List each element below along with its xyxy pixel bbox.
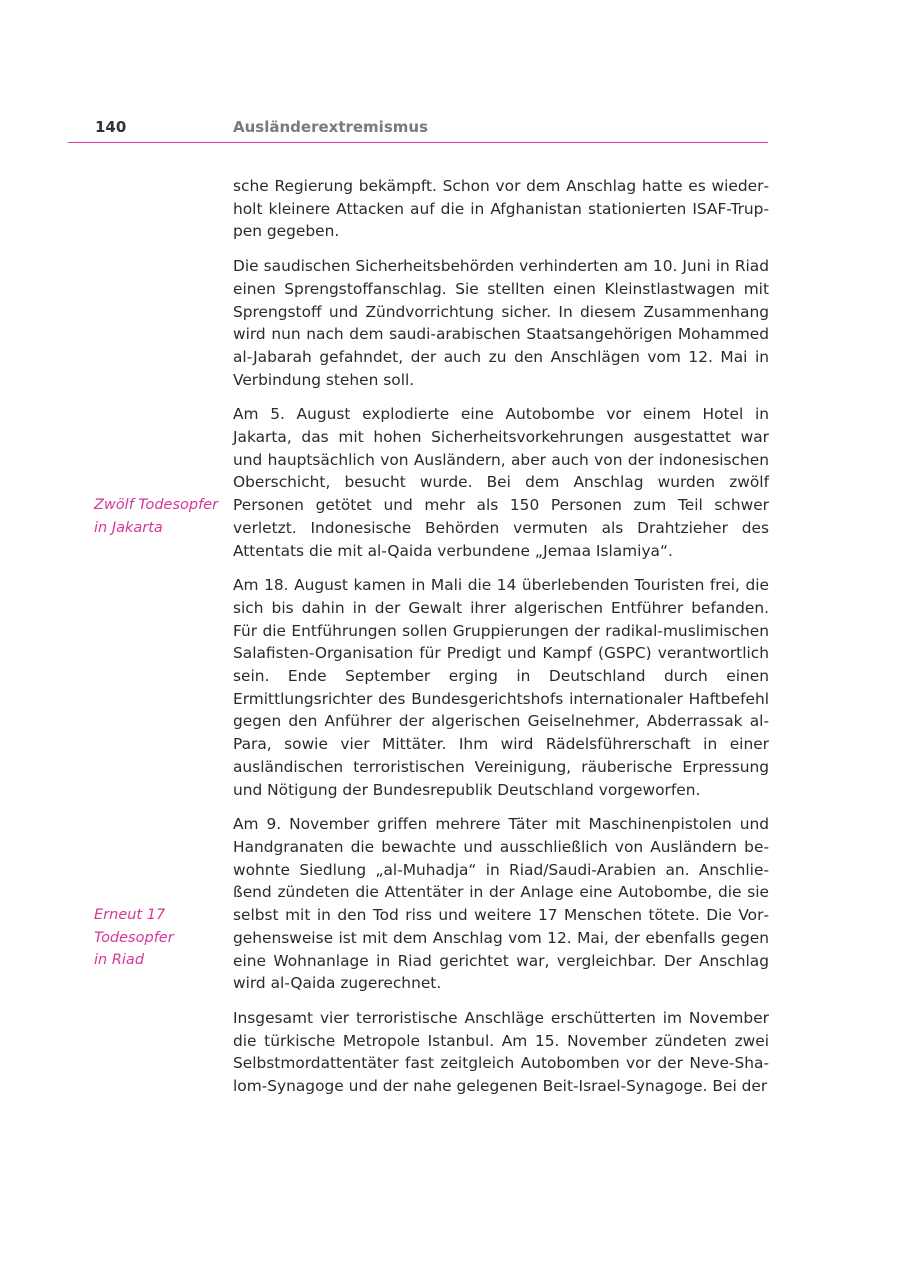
paragraph: Am 5. August explodierte eine Autobombe vor einem Hotel in Jakarta, das mit hohen Sicherheitsvorkehrungen ausgestattet war und hauptsächlich von Ausländern, aber auch von der indonesischen Oberschicht, besucht wurde. Bei dem Anschlag wurden zwölf Personen getötet und mehr als 150 Personen zum Teil schwer verletzt. Indonesische Behörden vermuten als Drahtzieher des Attentats die mit al-Qaida verbundene „Jemaa Islamiya“. — [233, 405, 769, 560]
paragraph: sche Regierung bekämpft. Schon vor dem Anschlag hatte es wiederholt kleinere Attacken auf die in Afghanistan stationierten ISAF-Truppen gegeben. — [233, 177, 769, 241]
body-text — [233, 175, 769, 1110]
page-number: 140 — [95, 118, 127, 136]
margin-note-line: in Jakarta — [94, 519, 163, 536]
margin-note-jakarta — [94, 494, 224, 539]
margin-note-line: Zwölf Todesopfer — [94, 497, 219, 513]
margin-note-riad — [94, 904, 224, 972]
margin-note-line: Todesopfer — [94, 929, 174, 946]
margin-note-line: Erneut 17 — [94, 907, 166, 923]
paragraph: Am 18. August kamen in Mali die 14 überlebenden Touristen frei, die sich bis dahin in der Gewalt ihrer algerischen Entführer befanden. Für die Entführungen sollen Gruppierungen der radikal-muslimischen Salafisten-Organisation für Predigt und Kampf (GSPC) verantwortlich sein. Ende September erging in Deutschland durch einen Ermittlungsrichter des Bundesgerichtshofs internationaler Haftbefehl gegen den Anführer der algerischen Geiselnehmer, Abderrassak al-Para, sowie vier Mittäter. Ihm wird Rädelsführerschaft in einer ausländischen terroristischen Vereinigung, räuberische Erpressung und Nötigung der Bundesrepublik Deutschland vorgeworfen. — [233, 576, 769, 799]
paragraph: Insgesamt vier terroristische Anschläge erschütterten im November die türkische Metropole Istanbul. Am 15. November zündeten zwei Selbstmordattentäter fast zeitgleich Autobomben vor der Neve-Shalom-Synagoge und der nahe gelegenen Beit-Israel-Synagoge. Bei der — [233, 1008, 769, 1096]
paragraph: Die saudischen Sicherheitsbehörden verhinderten am 10. Juni in Riad einen Sprengstoffanschlag. Sie stellten einen Kleinstlastwagen mit Sprengstoff und Zündvorrichtung sicher. In diesem Zusammenhang wird nun nach dem saudi-arabischen Staatsangehörigen Mohammed al-Jabarah gefahndet, der auch zu den Anschlägen vom 12. Mai in Verbindung stehen soll. — [233, 257, 769, 389]
running-title: Ausländerextremismus — [233, 118, 428, 136]
margin-note-line: in Riad — [94, 952, 145, 969]
paragraph: Am 9. November griffen mehrere Täter mit Maschinenpistolen und Handgranaten die bewachte und ausschließlich von Ausländern bewohnte Siedlung „al-Muhadja“ in Riad/Saudi-Arabien an. Anschließend zündeten die Attentäter in der Anlage eine Autobombe, die sie selbst mit in den Tod riss und weitere 17 Menschen tötete. Die Vorgehensweise ist mit dem Anschlag vom 12. Mai, der ebenfalls gegen eine Wohnanlage in Riad gerichtet war, vergleichbar. Der Anschlag wird al-Qaida zugerechnet. — [233, 815, 769, 993]
running-header — [68, 116, 768, 143]
